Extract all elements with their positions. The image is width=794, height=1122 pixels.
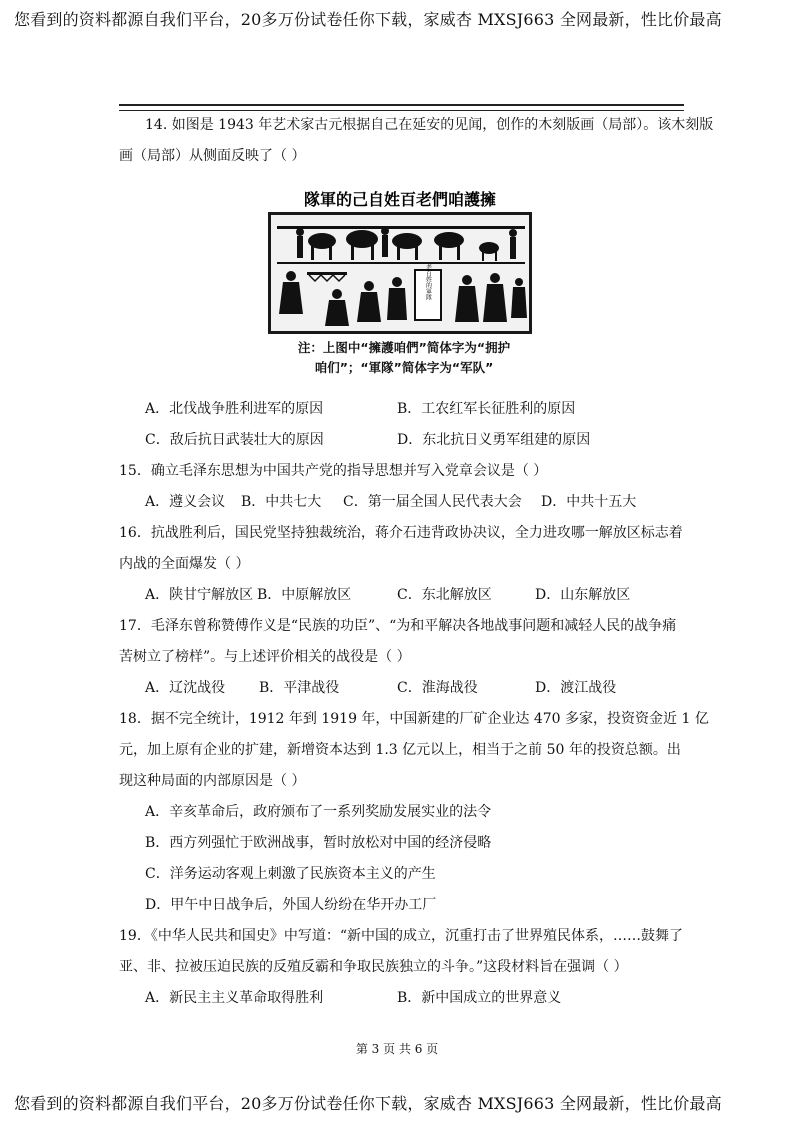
woodcut-banner-text: 老百姓的軍隊: [424, 264, 432, 300]
q17-option-b[interactable]: B．平津战役: [259, 680, 340, 696]
q17-line2: 苦树立了榜样”。与上述评价相关的战役是（ ）: [119, 649, 411, 665]
q14-line1: 14. 如图是 1943 年艺术家古元根据自己在延安的见闻，创作的木刻版画（局部）。该木刻版: [145, 117, 714, 133]
watermark-banner-bottom: 您看到的资料都源自我们平台，20多万份试卷任你下载，家威杏 MXSJ663 全网最新，性比价最高: [14, 1094, 722, 1113]
q15-option-c[interactable]: C．第一届全国人民代表大会: [343, 494, 522, 510]
q14-options-row1: [119, 394, 689, 425]
q15-options-row: [119, 487, 689, 518]
woodcut-title: 隊軍的己自姓百老們咱護擁: [303, 190, 497, 209]
watermark-banner-top: 您看到的资料都源自我们平台，20多万份试卷任你下载，家威杏 MXSJ663 全网最新，性比价最高: [14, 10, 722, 29]
q18-line2: 元，加上原有企业的扩建，新增资本达到 1.3 亿元以上，相当于之前 50 年的投资总额。出: [119, 742, 681, 758]
q18-option-b[interactable]: B．西方列强忙于欧洲战事，暂时放松对中国的经济侵略: [145, 835, 492, 851]
q14-option-a[interactable]: A．北伐战争胜利进军的原因: [145, 401, 324, 417]
q14-woodcut-figure: [267, 186, 537, 386]
q16-option-c[interactable]: C．东北解放区: [397, 587, 492, 603]
q19-options-row: [119, 983, 689, 1014]
q17-option-d[interactable]: D．渡江战役: [535, 680, 617, 696]
q16-line2: 内战的全面爆发（ ）: [119, 556, 250, 572]
q14-figure-note: [259, 338, 549, 378]
q18-option-d[interactable]: D．甲午中日战争后，外国人纷纷在华开办工厂: [145, 897, 437, 913]
q18-line1: 18．据不完全统计，1912 年到 1919 年，中国新建的厂矿企业达 470 多家，投资资金近 1 亿: [119, 711, 709, 727]
q16-option-b[interactable]: B．中原解放区: [257, 587, 352, 603]
q17-options-row: [119, 673, 689, 704]
header-rule-thick: [119, 104, 684, 106]
q19-line1: 19．《中华人民共和国史》中写道：“新中国的成立，沉重打击了世界殖民体系，……鼓舞了: [119, 928, 683, 944]
q17-option-a[interactable]: A．辽沈战役: [145, 680, 226, 696]
q14-figure-note-line2: 咱们”；“軍隊”简体字为“军队”: [314, 360, 494, 375]
page-number-footer: 第 3 页 共 6 页: [355, 1042, 439, 1056]
q19-line2: 亚、非、拉被压迫民族的反殖反霸和争取民族独立的斗争。”这段材料旨在强调（ ）: [119, 959, 628, 975]
q17-line1: 17．毛泽东曾称赞傅作义是“民族的功臣”、“为和平解决各地战事问题和减轻人民的战争痛: [119, 618, 677, 634]
q16-option-a[interactable]: A．陕甘宁解放区: [145, 587, 254, 603]
q14-figure-note-line1: 注：上图中“擁護咱們”简体字为“拥护: [297, 340, 511, 355]
q14-option-b[interactable]: B．工农红军长征胜利的原因: [397, 401, 576, 417]
q15-option-a[interactable]: A．遵义会议: [145, 494, 226, 510]
q15-line1: 15．确立毛泽东思想为中国共产党的指导思想并写入党章会议是（ ）: [119, 463, 548, 479]
q18-line3: 现这种局面的内部原因是（ ）: [119, 773, 306, 789]
q18-option-c[interactable]: C．洋务运动客观上刺激了民族资本主义的产生: [145, 866, 436, 882]
q17-option-c[interactable]: C．淮海战役: [397, 680, 478, 696]
q15-option-d[interactable]: D．中共十五大: [541, 494, 637, 510]
q14-line2: 画（局部）从侧面反映了（ ）: [119, 148, 306, 164]
q19-option-b[interactable]: B．新中国成立的世界意义: [397, 990, 562, 1006]
q15-option-b[interactable]: B．中共七大: [241, 494, 322, 510]
q14-options-row2: [119, 425, 689, 456]
exam-content: [119, 110, 714, 1014]
q16-line1: 16．抗战胜利后，国民党坚持独裁统治，蒋介石违背政协决议，全力进攻哪一解放区标志着: [119, 525, 683, 541]
q19-option-a[interactable]: A．新民主主义革命取得胜利: [145, 990, 324, 1006]
q14-option-d[interactable]: D．东北抗日义勇军组建的原因: [397, 432, 591, 448]
q14-option-c[interactable]: C．敌后抗日武装壮大的原因: [145, 432, 324, 448]
q18-option-a[interactable]: A．辛亥革命后，政府颁布了一系列奖励发展实业的法令: [145, 804, 492, 820]
q16-option-d[interactable]: D．山东解放区: [535, 587, 631, 603]
woodcut-print-image: [267, 186, 533, 336]
q16-options-row: [119, 580, 689, 611]
